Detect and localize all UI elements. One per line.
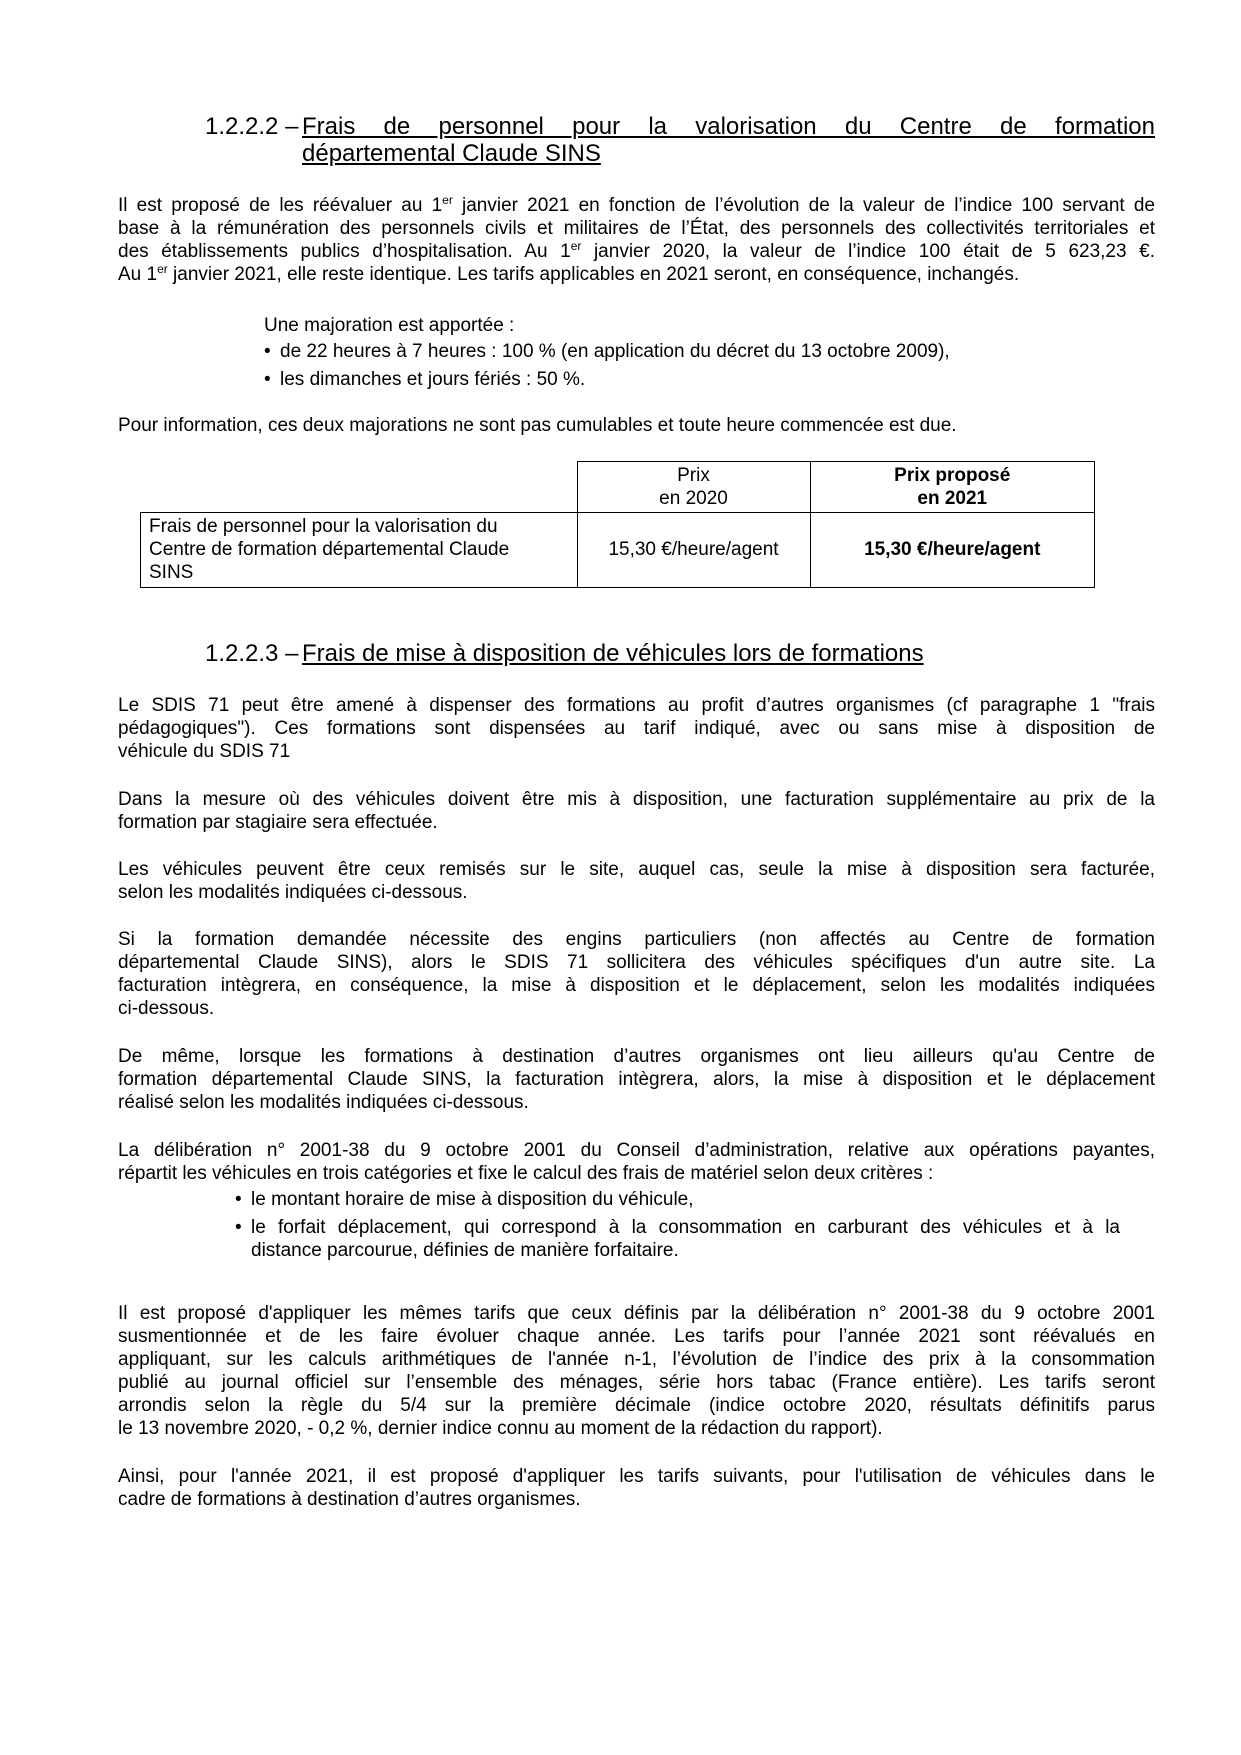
paragraph-ainsi: Ainsi, pour l'année 2021, il est proposé d'appliquer les tarifs suivants, pour l'utilisation de véhicules dans le cadre de formations à destination d’autres organismes. <box>118 1466 1155 1510</box>
table-header-row <box>141 462 1095 513</box>
text-line: Il est proposé de les réévaluer au 1er janvier 2021 en fonction de l’évolution de la valeur de l’indice 100 servant de <box>118 193 1155 216</box>
section-title-line1: Frais de personnel pour la valorisation du Centre de formation <box>302 113 1155 140</box>
bullet-icon: • <box>264 369 271 390</box>
majoration-intro: Une majoration est apportée : <box>264 315 515 336</box>
text-line: base à la rémunération des personnels civils et militaires de l’État, des personnels des collectivités territoriales et <box>118 218 1155 239</box>
paragraph-formations: Le SDIS 71 peut être amené à dispenser des formations au profit d’autres organismes (cf paragraphe 1 "frais pédagogiques"). Ces formations sont dispensées au tarif indiqué, avec ou sans mise à disposition de véhicule du SDIS 71 <box>118 695 1155 762</box>
tarifs-table <box>140 461 1095 588</box>
list-item: • le forfait déplacement, qui correspond à la consommation en carburant des véhicules et à la distance parcourue, définies de manière forfaitaire. <box>235 1217 1120 1261</box>
majoration-list <box>264 340 1114 396</box>
header-prix-2020: Prix en 2020 <box>577 462 810 513</box>
section-number: 1.2.2.3 – <box>205 640 299 667</box>
section-title: Frais de mise à disposition de véhicules lors de formations <box>302 640 924 667</box>
criteres-list <box>235 1188 1120 1267</box>
paragraph-ailleurs: De même, lorsque les formations à destination d’autres organismes ont lieu ailleurs qu'au Centre de formation départemental Claude SINS, la facturation intègrera, alors, la mise à disposition et le déplacement réalisé selon les modalités indiquées ci-dessous. <box>118 1046 1155 1113</box>
bullet-icon: • <box>264 341 271 362</box>
section-title-line2: départemental Claude SINS <box>302 140 601 167</box>
table-empty-cell <box>141 462 578 513</box>
paragraph-vehicules-remises: Les véhicules peuvent être ceux remisés sur le site, auquel cas, seule la mise à disposition sera facturée, selon les modalités indiquées ci-dessous. <box>118 859 1155 903</box>
section-number: 1.2.2.2 – <box>205 113 299 140</box>
row-prix-2020: 15,30 €/heure/agent <box>577 512 810 587</box>
bullet-icon: • <box>235 1189 242 1210</box>
list-item: • les dimanches et jours fériés : 50 %. <box>264 369 586 390</box>
header-prix-2021: Prix proposé en 2021 <box>810 462 1095 513</box>
table-row <box>141 512 1095 587</box>
paragraph-deliberation: La délibération n° 2001-38 du 9 octobre 2001 du Conseil d’administration, relative aux opérations payantes, répartit les véhicules en trois catégories et fixe le calcul des frais de matériel selon deux critères : <box>118 1140 1155 1184</box>
info-note: Pour information, ces deux majorations ne sont pas cumulables et toute heure commencée est due. <box>118 415 957 436</box>
paragraph-tarifs-indice: Il est proposé d'appliquer les mêmes tarifs que ceux définis par la délibération n° 2001-38 du 9 octobre 2001 susmentionnée et de les faire évoluer chaque année. Les tarifs pour l’année 2021 sont réévalués en appliquant, sur les calculs arithmétiques de l'année n-1, l’évolution de l’indice des prix à la consommation publié au journal officiel sur l’ensemble des ménages, série hors tabac (France entière). Les tarifs seront arrondis selon la règle du 5/4 sur la première décimale (indice octobre 2020, résultats définitifs parus le 13 novembre 2020, - 0,2 %, dernier indice connu au moment de la rédaction du rapport). <box>118 1303 1155 1439</box>
list-item: • de 22 heures à 7 heures : 100 % (en application du décret du 13 octobre 2009), <box>264 341 950 362</box>
paragraph-engins-particuliers: Si la formation demandée nécessite des engins particuliers (non affectés au Centre de formation départemental Claude SINS), alors le SDIS 71 sollicitera des véhicules spécifiques d'un autre site. La facturation intègrera, en conséquence, la mise à disposition et le déplacement, selon les modalités indiquées ci-dessous. <box>118 929 1155 1019</box>
text-line: des établissements publics d’hospitalisation. Au 1er janvier 2020, la valeur de l’indice 100 était de 5 623,23 €. <box>118 239 1155 262</box>
paragraph-indice <box>118 194 1155 286</box>
list-item: • le montant horaire de mise à disposition du véhicule, <box>235 1189 694 1210</box>
text-line: Au 1er janvier 2021, elle reste identique. Les tarifs applicables en 2021 seront, en conséquence, inchangés. <box>118 262 1020 285</box>
bullet-icon: • <box>235 1217 242 1238</box>
row-prix-2021: 15,30 €/heure/agent <box>810 512 1095 587</box>
paragraph-facturation: Dans la mesure où des véhicules doivent être mis à disposition, une facturation supplémentaire au prix de la formation par stagiaire sera effectuée. <box>118 789 1155 833</box>
row-label: Frais de personnel pour la valorisation du Centre de formation départemental Claude SINS <box>141 512 578 587</box>
